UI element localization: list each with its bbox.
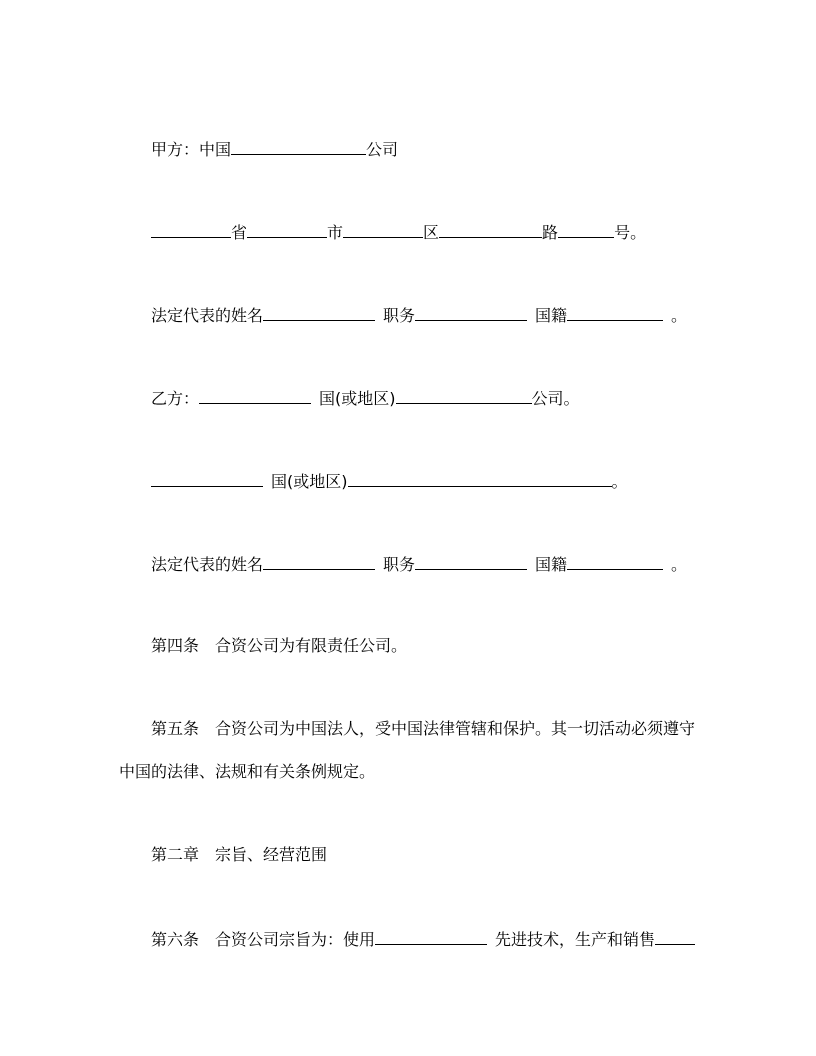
party-b-address-blank[interactable]: [348, 470, 612, 487]
rep-b-position-blank[interactable]: [415, 553, 527, 570]
article-5-text-line1: 合资公司为中国法人，受中国法律管辖和保护。其一切活动必须遵守: [215, 719, 696, 738]
chapter-2-title: 第二章: [151, 845, 200, 864]
rep-a-nationality-label: 国籍: [535, 306, 568, 325]
party-b-address-end: 。: [611, 472, 628, 491]
address-line: [151, 221, 646, 241]
party-b-suffix: 公司。: [531, 389, 580, 408]
number-label: 号。: [614, 223, 647, 242]
rep-a-nationality-blank[interactable]: [567, 304, 663, 321]
rep-a-position-blank[interactable]: [415, 304, 527, 321]
party-b-address-line: [151, 470, 628, 490]
city-blank[interactable]: [247, 221, 327, 238]
article-4-title: 第四条: [151, 636, 200, 655]
rep-b-line: [151, 553, 687, 573]
rep-a-name-label: 法定代表的姓名: [151, 306, 264, 325]
district-label: 区: [423, 223, 440, 242]
province-blank[interactable]: [151, 221, 231, 238]
article-6-title: 第六条: [151, 930, 200, 949]
chapter-2-heading: [151, 845, 327, 865]
number-blank[interactable]: [558, 221, 614, 238]
rep-b-name-label: 法定代表的姓名: [151, 555, 264, 574]
province-label: 省: [231, 223, 248, 242]
rep-a-end: 。: [671, 306, 688, 325]
article-5-continued: [119, 762, 375, 782]
rep-a-line: [151, 304, 687, 324]
party-a-label: 甲方：中国: [151, 140, 232, 159]
rep-b-nationality-blank[interactable]: [567, 553, 663, 570]
rep-a-name-blank[interactable]: [263, 304, 375, 321]
article-5-title: 第五条: [151, 719, 200, 738]
article-6-text-a: 合资公司宗旨为：使用: [215, 930, 376, 949]
party-b-label: 乙方：: [151, 389, 200, 408]
party-a-suffix: 公司: [366, 140, 399, 159]
article-4-text: 合资公司为有限责任公司。: [215, 636, 408, 655]
article-4: [151, 636, 407, 656]
article-6: [151, 928, 695, 948]
party-b-address-country-label: 国(或地区): [271, 472, 348, 491]
rep-a-position-label: 职务: [383, 306, 416, 325]
district-blank[interactable]: [343, 221, 423, 238]
road-label: 路: [542, 223, 559, 242]
article-6-product-blank[interactable]: [655, 928, 695, 945]
rep-b-name-blank[interactable]: [263, 553, 375, 570]
party-b-country-label: 国(或地区): [319, 389, 396, 408]
road-blank[interactable]: [439, 221, 542, 238]
article-6-technology-blank[interactable]: [375, 928, 487, 945]
article-5-text-line2: 中国的法律、法规和有关条例规定。: [119, 762, 376, 781]
rep-b-end: 。: [671, 555, 688, 574]
city-label: 市: [327, 223, 344, 242]
article-6-text-b: 先进技术，生产和销售: [495, 930, 656, 949]
party-b-country-blank[interactable]: [199, 387, 311, 404]
chapter-2-text: 宗旨、经营范围: [215, 845, 328, 864]
party-b-line: [151, 387, 580, 407]
party-a-line: [151, 138, 398, 158]
rep-b-nationality-label: 国籍: [535, 555, 568, 574]
rep-b-position-label: 职务: [383, 555, 416, 574]
party-b-name-blank[interactable]: [396, 387, 532, 404]
article-5: [151, 719, 695, 739]
party-a-name-blank[interactable]: [231, 138, 366, 155]
party-b-address-country-blank[interactable]: [151, 470, 263, 487]
